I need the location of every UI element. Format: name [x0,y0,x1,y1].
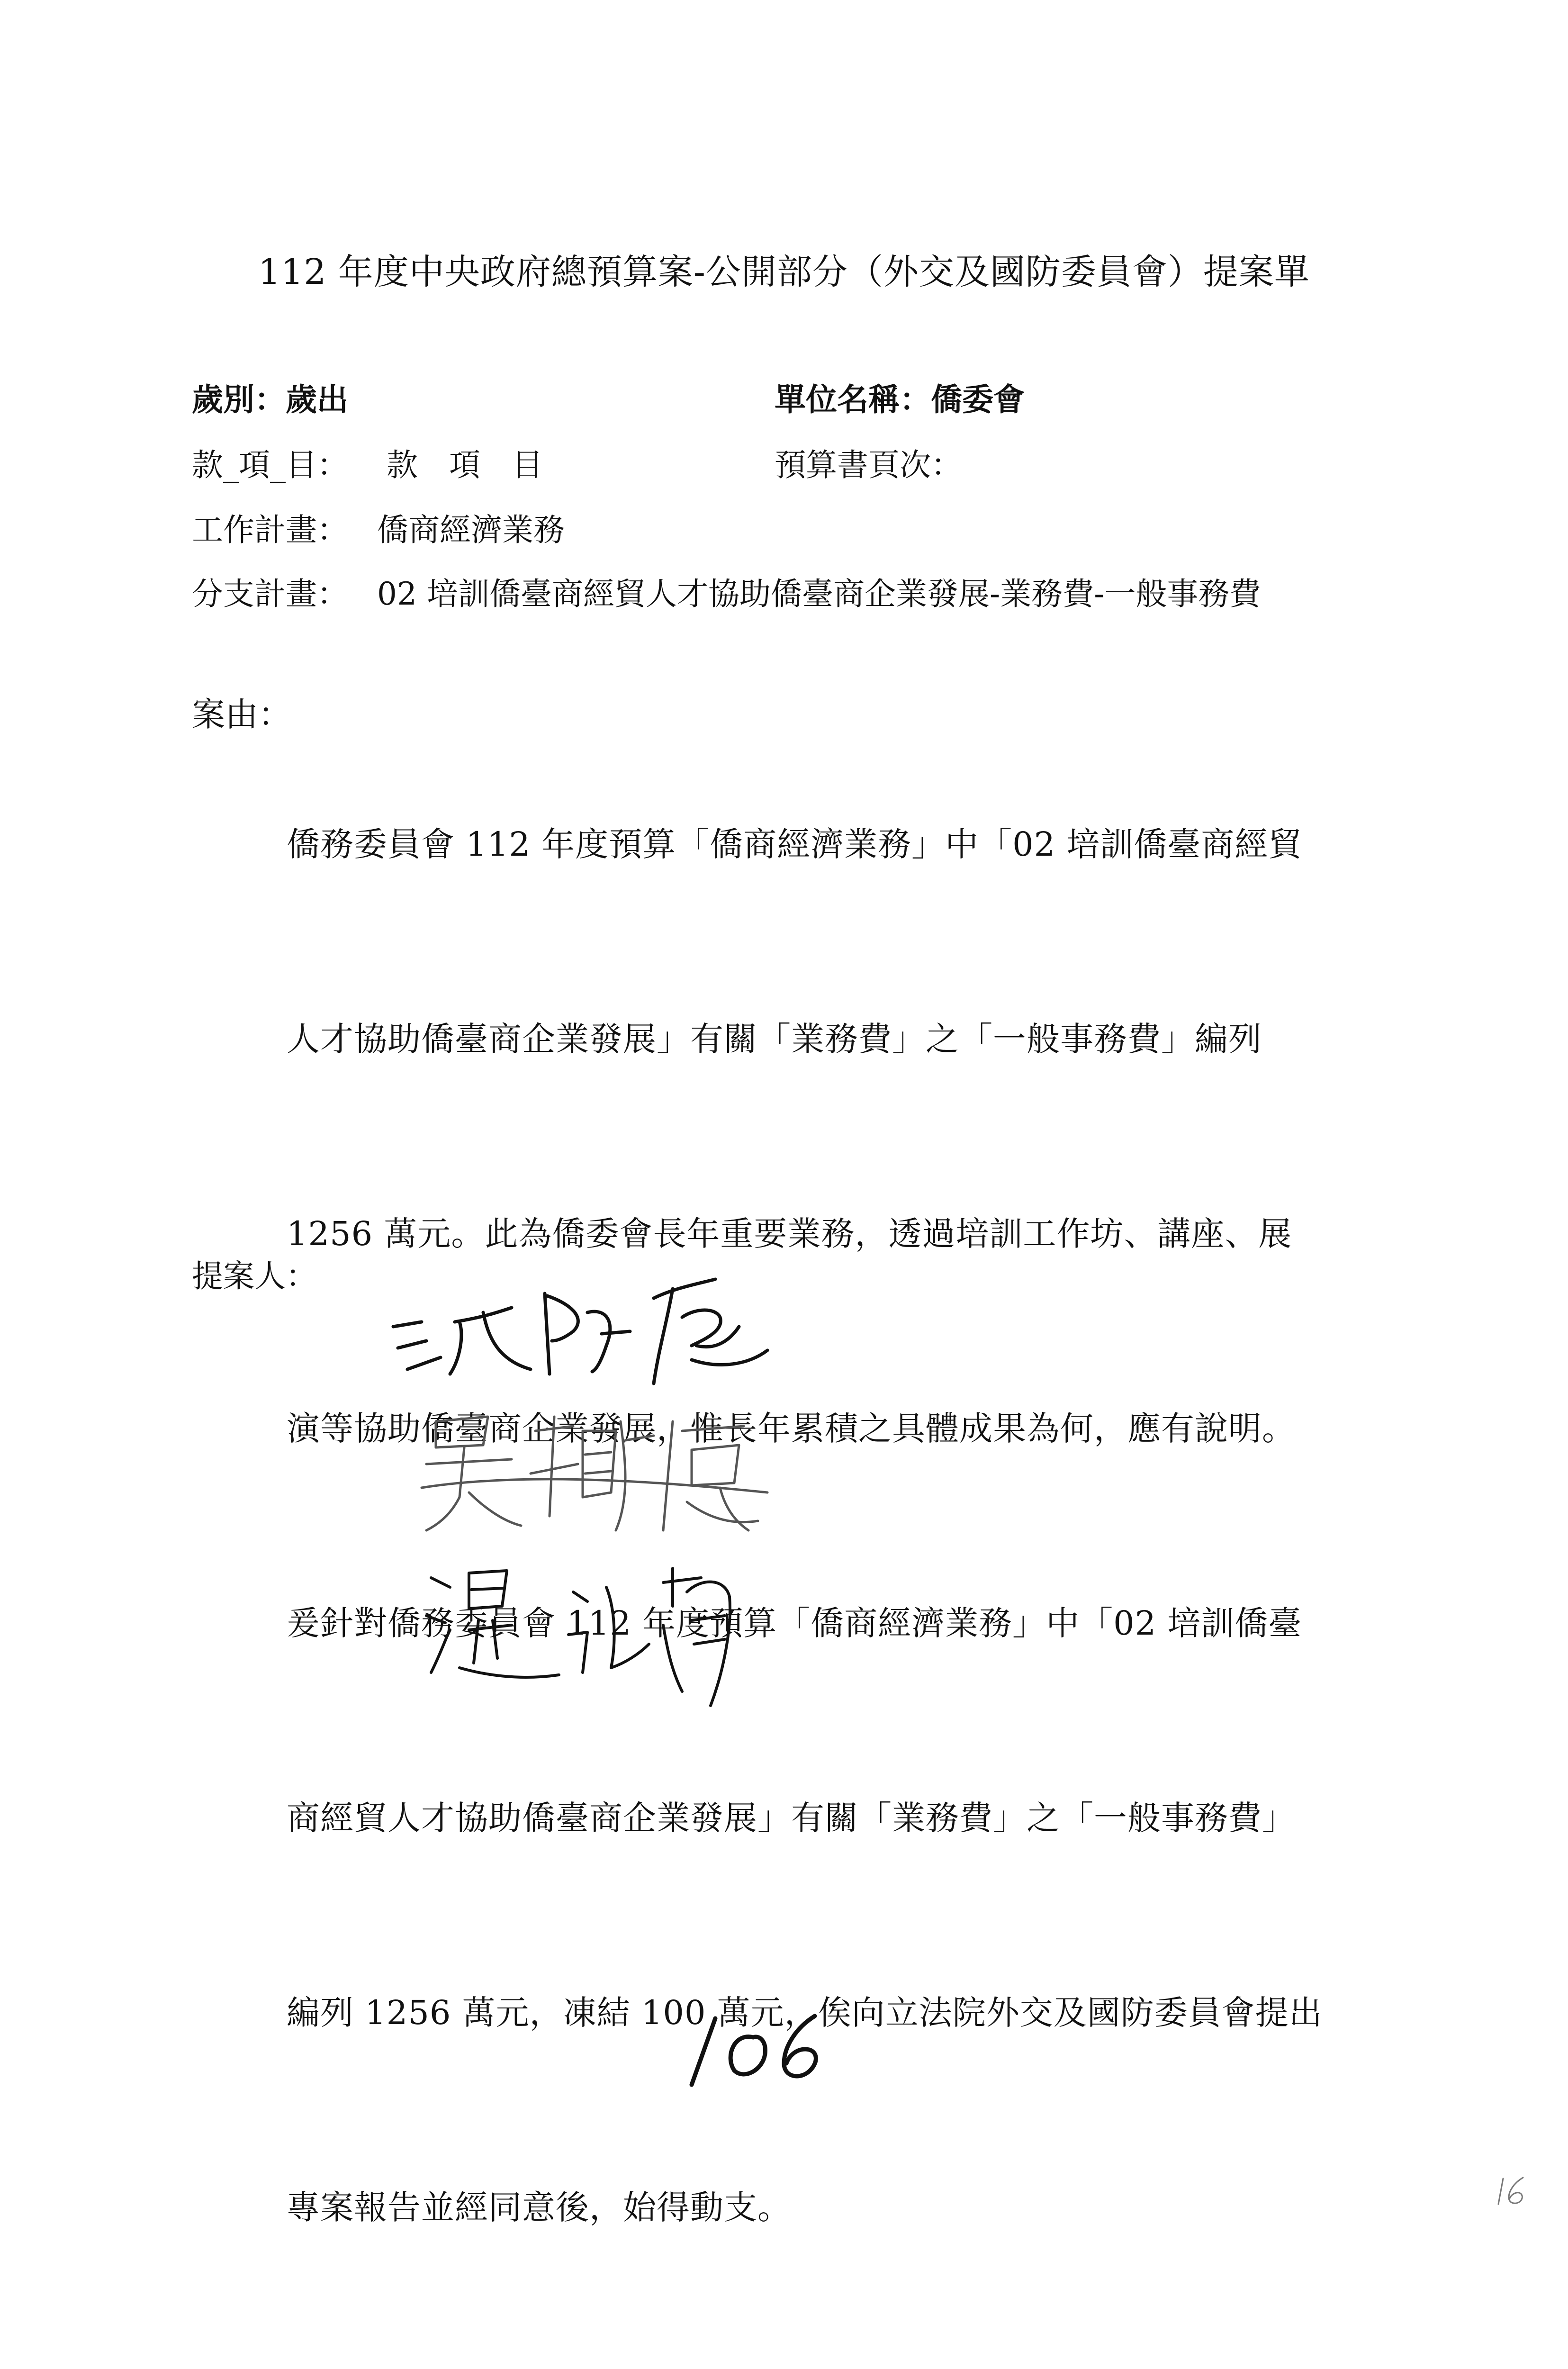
subplan-value: 02 培訓僑臺商經貿人才協助僑臺商企業發展-業務費-一般事務費 [377,576,1261,612]
page-label: 預算書頁次： [775,447,962,483]
document-title: 112 年度中央政府總預算案-公開部分（外交及國防委員會）提案單 [258,252,1310,292]
reason-line: 演等協助僑臺商企業發展，惟長年累積之具體成果為何，應有說明。 [287,1409,1296,1448]
section-field [192,440,543,485]
section-value: 款 項 目 [386,447,543,483]
reason-line: 1256 萬元。此為僑委會長年重要業務，透過培訓工作坊、講座、展 [287,1214,1292,1253]
category-field [192,374,348,419]
handwritten-page-number [682,2009,843,2094]
signature-3 [417,1549,777,1720]
unit-label: 單位名稱： [775,381,931,418]
reason-line: 僑務委員會 112 年度預算「僑商經濟業務」中「02 培訓僑臺商經貿 [287,825,1302,864]
plan-label: 工作計畫： [192,512,348,548]
plan-value: 僑商經濟業務 [377,512,565,548]
signature-2 [417,1402,777,1545]
reason-line: 商經貿人才協助僑臺商企業發展」有關「業務費」之「一般事務費」 [287,1799,1296,1837]
reason-line: 專案報告並經同意後，始得動支。 [287,2188,791,2227]
category-value: 歲出 [286,381,348,418]
unit-value: 僑委會 [931,381,1025,418]
proposer-label: 提案人： [192,1258,317,1294]
signature-1 [388,1251,796,1393]
reason-line: 編列 1256 萬元，凍結 100 萬元，俟向立法院外交及國防委員會提出 [287,1993,1323,2032]
subplan-label: 分支計畫： [192,576,348,612]
category-label: 歲別： [192,381,286,418]
reason-label: 案由： [192,695,291,734]
reason-line: 爰針對僑務委員會 112 年度預算「僑商經濟業務」中「02 培訓僑臺 [287,1604,1302,1643]
subplan-field [192,569,1261,614]
plan-field [192,505,565,550]
section-label: 款_項_目： [192,447,348,483]
unit-field [775,374,1025,419]
page-field [775,440,962,485]
reason-line: 人才協助僑臺商企業發展」有關「業務費」之「一般事務費」編列 [287,1020,1262,1058]
reason-block [192,682,1405,2369]
corner-page-number [1495,2175,1532,2208]
